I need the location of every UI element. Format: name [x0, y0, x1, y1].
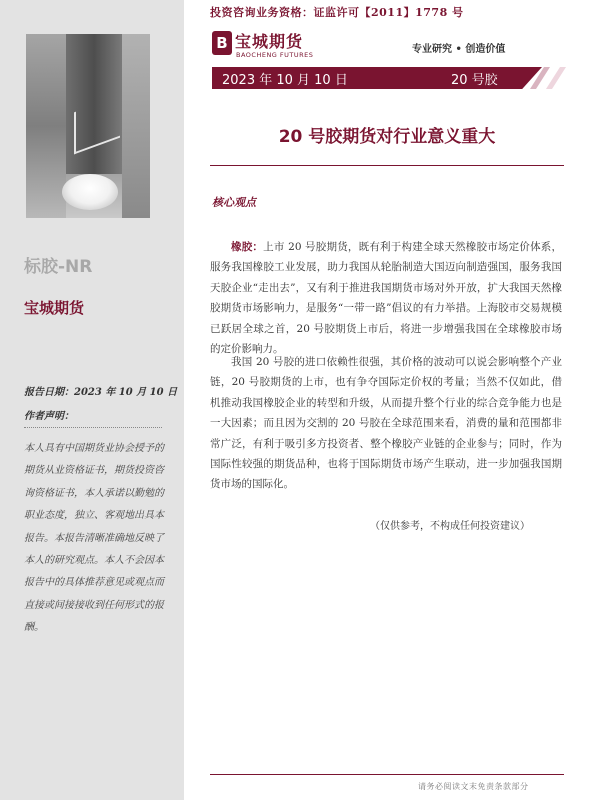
rubber-tree-photo [26, 34, 150, 218]
license-text: 投资咨询业务资格：证监许可【2011】1778 号 [210, 6, 464, 19]
sidebar [0, 0, 184, 800]
company-logo-icon: B [212, 31, 232, 55]
disclaimer: （仅供参考，不构成任何投资建议） [370, 521, 530, 532]
title-divider [210, 165, 564, 166]
footer-divider [210, 774, 564, 775]
product-label: 标胶-NR [24, 257, 93, 277]
company-logo-english: BAOCHENG FUTURES [236, 51, 314, 59]
company-logo-name: 宝城期货 [235, 32, 304, 51]
banner-stripe [546, 67, 566, 89]
paragraph-lead: 橡胶： [231, 241, 264, 253]
article-title: 20 号胶期货对行业意义重大 [278, 127, 496, 147]
slogan: 专业研究 • 创造价值 [412, 44, 506, 55]
paragraph-2: 我国 20 号胶的进口依赖性很强，其价格的波动可以说会影响整个产业链，20 号胶期货的上市，也有争夺国际定价权的考量；当然不仅如此，借机推动我国橡胶企业的转型和升级，从而提升整个行业的综合竞争能力也是一大因素；而且因为交割的 20 号胶在全球范围来看，消费的量和范围都非常广泛，有利于吸引多方投资者、整个橡胶产业链的企业参与；同时，作为国际性较强的期货品种，也将于国际期货市场产生联动，进一步加强我国期货市场的国际化。 [210, 356, 562, 491]
banner-date: 2023 年 10 月 10 日 [222, 73, 348, 88]
paragraph-1 [210, 237, 562, 359]
paragraph-1-body: 上市 20 号胶期货，既有利于构建全球天然橡胶市场定价体系，服务我国橡胶工业发展，助力我国从轮胎制造大国迈向制造强国，服务我国天胶企业“走出去”，又有利于推进我国期货市场对外开放，扩大我国天然橡胶期货市场影响力，是服务“一带一路”倡议的有力举措。上海胶市交易规模已跃居全球之首，20 号胶期货上市后，将进一步增强我国在全球橡胶市场的定价影响力。 [210, 241, 562, 356]
section-label: 核心观点 [212, 196, 256, 209]
banner-product: 20 号胶 [451, 73, 498, 88]
author-declaration: 本人具有中国期货业协会授予的期货从业资格证书，期货投资咨询资格证书，本人承诺以勤勉的职业态度，独立、客观地出具本报告。本报告清晰准确地反映了本人的研究观点。本人不会因本报告中的具体推荐意见或观点而直接或间接接收到任何形式的报酬。 [24, 443, 164, 634]
footer-note: 请务必阅读文末免责条款部分 [418, 782, 529, 791]
sidebar-divider [24, 427, 162, 428]
report-date: 报告日期：2023 年 10 月 10 日 [24, 387, 178, 398]
sidebar-gap [184, 0, 188, 800]
author-statement-heading: 作者声明： [24, 411, 74, 422]
sidebar-brand: 宝城期货 [24, 299, 85, 317]
